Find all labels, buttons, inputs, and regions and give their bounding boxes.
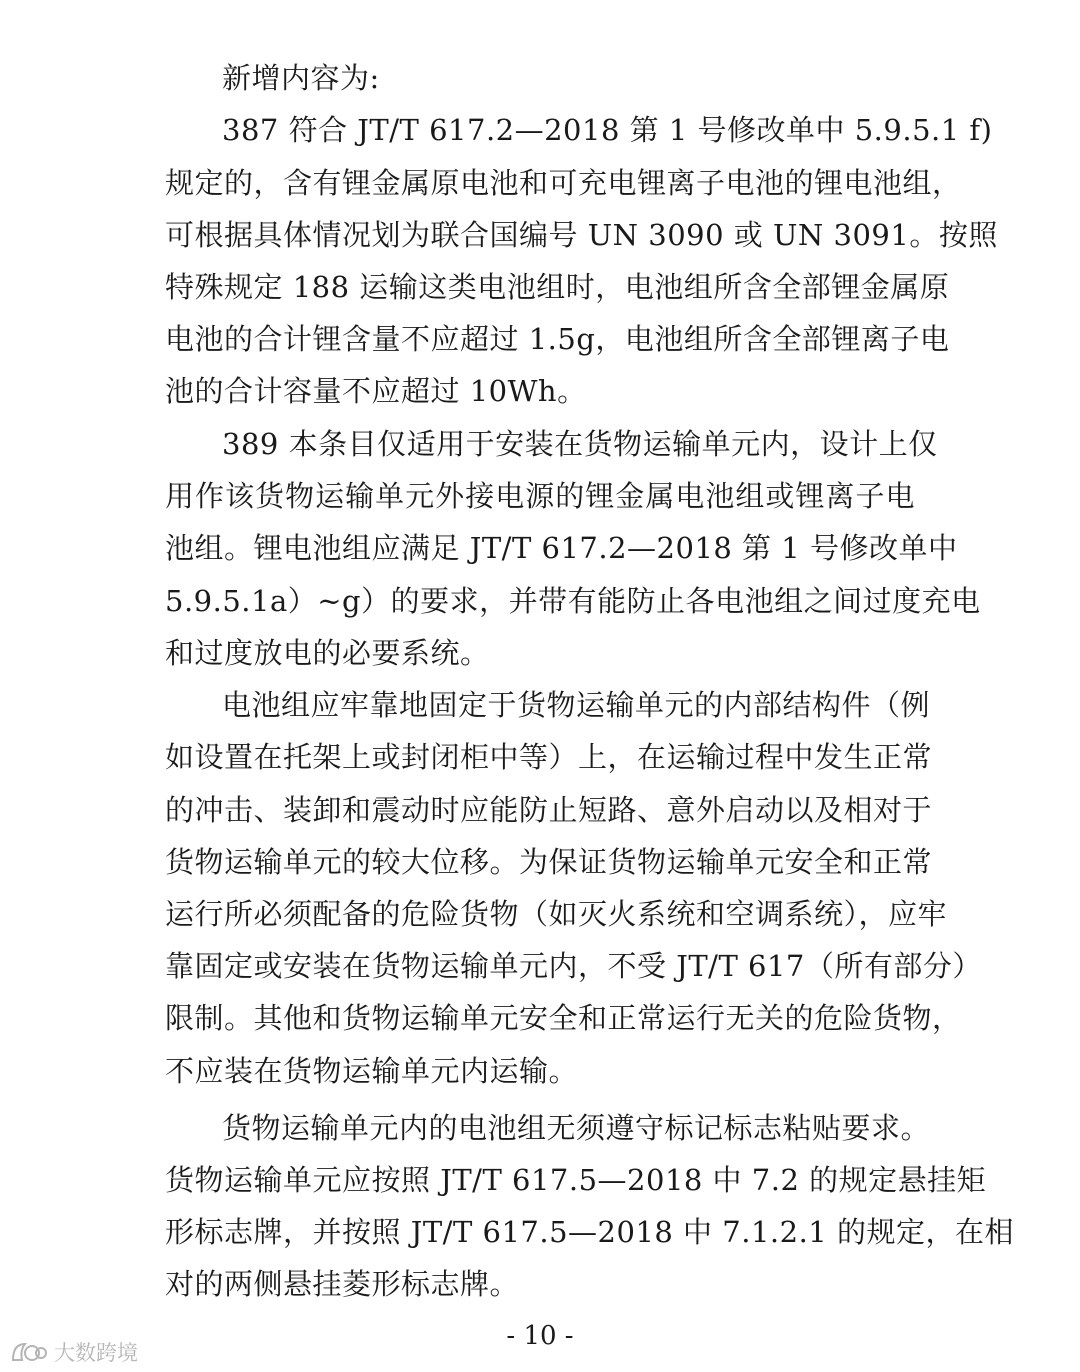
- text-line: 电池的合计锂含量不应超过 1.5g，电池组所含全部锂离子电: [165, 322, 950, 356]
- text-line: 如设置在托架上或封闭柜中等）上，在运输过程中发生正常: [165, 740, 933, 774]
- text-line: 运行所必须配备的危险货物（如灭火系统和空调系统），应牢: [165, 897, 948, 931]
- text-line: 靠固定或安装在货物运输单元内，不受 JT/T 617（所有部分）: [165, 949, 982, 983]
- text-line: 限制。其他和货物运输单元安全和正常运行无关的危险货物，: [165, 1001, 962, 1035]
- text-line: 池的合计容量不应超过 10Wh。: [165, 374, 587, 408]
- text-line: 和过度放电的必要系统。: [165, 636, 490, 670]
- text-line: 形标志牌，并按照 JT/T 617.5—2018 中 7.1.2.1 的规定，在相: [165, 1215, 1014, 1249]
- watermark-text: 大数跨境: [54, 1341, 138, 1365]
- text-line: 5.9.5.1a）~g）的要求，并带有能防止各电池组之间过度充电: [165, 584, 981, 618]
- logo-icon: [10, 1340, 48, 1364]
- text-line: 货物运输单元内的电池组无须遵守标记标志粘贴要求。: [222, 1111, 931, 1145]
- text-line: 规定的，含有锂金属原电池和可充电锂离子电池的锂电池组，: [165, 166, 962, 200]
- text-line: 387 符合 JT/T 617.2—2018 第 1 号修改单中 5.9.5.1 f): [222, 113, 993, 147]
- watermark: [10, 1336, 138, 1368]
- text-line: 不应装在货物运输单元内运输。: [165, 1054, 579, 1088]
- text-line: 新增内容为:: [222, 61, 380, 95]
- text-line: 货物运输单元应按照 JT/T 617.5—2018 中 7.2 的规定悬挂矩: [165, 1163, 987, 1197]
- text-line: 货物运输单元的较大位移。为保证货物运输单元安全和正常: [165, 845, 933, 879]
- text-line: 对的两侧悬挂菱形标志牌。: [165, 1267, 520, 1301]
- text-line: 池组。锂电池组应满足 JT/T 617.2—2018 第 1 号修改单中: [165, 531, 958, 565]
- page-number: - 10 -: [506, 1321, 574, 1351]
- text-line: 用作该货物运输单元外接电源的锂金属电池组或锂离子电: [165, 479, 915, 513]
- text-line: 可根据具体情况划为联合国编号 UN 3090 或 UN 3091。按照: [165, 218, 998, 252]
- text-line: 电池组应牢靠地固定于货物运输单元的内部结构件（例: [222, 688, 931, 722]
- text-line: 特殊规定 188 运输这类电池组时，电池组所含全部锂金属原: [165, 270, 950, 304]
- text-line: 389 本条目仅适用于安装在货物运输单元内，设计上仅: [222, 427, 938, 461]
- text-line: 的冲击、装卸和震动时应能防止短路、意外启动以及相对于: [165, 793, 933, 827]
